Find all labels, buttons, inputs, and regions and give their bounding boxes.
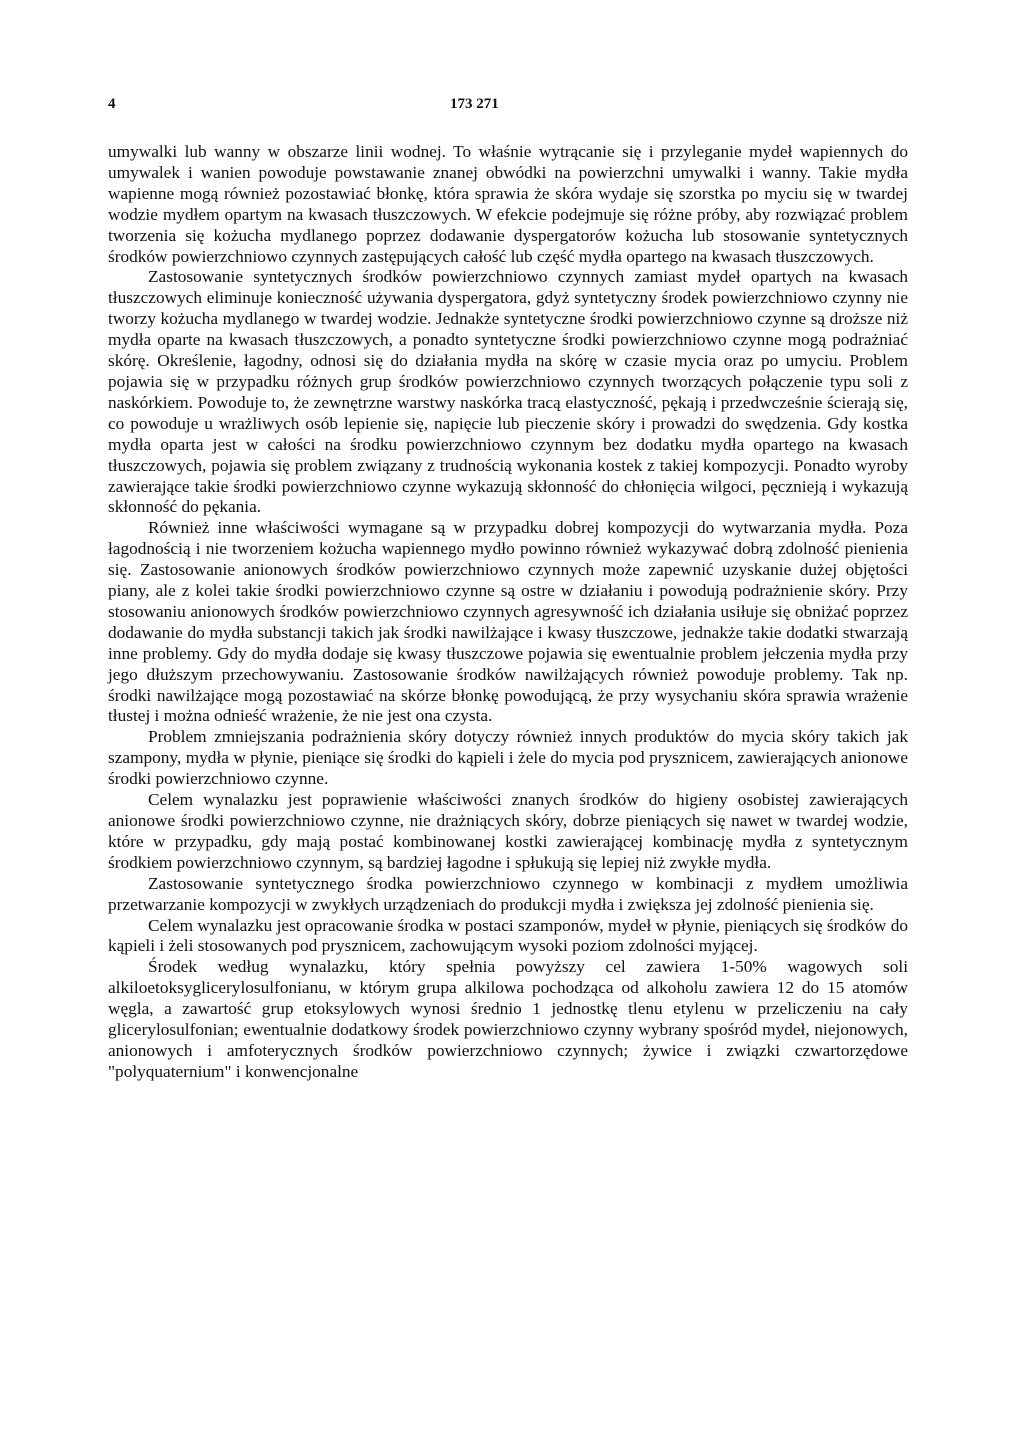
paragraph-soap-combination: Zastosowanie syntetycznego środka powierzchniowo czynnego w kombinacji z mydłem umożliwia przetwarzanie kompozycji w zwykłych urządzeniach do produkcji mydła i zwiększa jej zdolność pienienia się. [108,873,908,914]
body-text [108,142,908,1083]
paragraph-skin-irritation: Problem zmniejszania podrażnienia skóry dotyczy również innych produktów do mycia skóry takich jak szampony, mydła w płynie, pieniące się środki do kąpieli i żele do mycia pod prysznicem, zawierających anionowe środki powierzchniowo czynne. [108,727,908,789]
paragraph-continuation: umywalki lub wanny w obszarze linii wodnej. To właśnie wytrącanie się i przyleganie mydeł wapiennych do umywalek i wanien powoduje powstawanie znanej obwódki na powierzchni umywalki i wanny. Takie mydła wapienne mogą również pozostawiać błonkę, która sprawia że skóra wydaje się szorstka po myciu się w twardej wodzie mydłem opartym na kwasach tłuszczowych. W efekcie podejmuje się różne próby, aby rozwiązać problem tworzenia się kożucha mydlanego poprzez dodawanie dyspergatorów kożucha lub stosowanie syntetycznych środków powierzchniowo czynnych zastępujących całość lub część mydła opartego na kwasach tłuszczowych. [108,142,908,266]
paragraph-composition: Środek według wynalazku, który spełnia powyższy cel zawiera 1-50% wagowych soli alkiloetoksyglicerylosulfonianu, w którym grupa alkilowa pochodząca od alkoholu zawiera 12 do 15 atomów węgla, a zawartość grup etoksylowych wynosi średnio 1 jednostkę tlenu etylenu w przeliczeniu na cały glicerylosulfonian; ewentualnie dodatkowy środek powierzchniowo czynny wybrany spośród mydeł, niejonowych, anionowych i amfoterycznych środków powierzchniowo czynnych; żywice i związki czwartorzędowe "polyquaternium" i konwencjonalne [108,957,908,1081]
document-page [108,96,908,1083]
patent-number: 173 271 [450,96,499,112]
page-header [108,96,908,120]
paragraph-invention-goal-liquid: Celem wynalazku jest opracowanie środka w postaci szamponów, mydeł w płynie, pieniących się środków do kąpieli i żeli stosowanych pod prysznicem, zachowującym wysoki poziom zdolności myjącej. [108,915,909,956]
paragraph-invention-goal: Celem wynalazku jest poprawienie właściwości znanych środków do higieny osobistej zawierających anionowe środki powierzchniowo czynne, nie drażniących skóry, dobrze pieniących się nawet w twardej wodzie, które w przypadku, gdy mają postać kombinowanej kostki zawierającej kombinację mydła z syntetycznym środkiem powierzchniowo czynnym, są bardziej łagodne i spłukują się lepiej niż zwykłe mydła. [108,790,908,872]
paragraph-other-properties: Również inne właściwości wymagane są w przypadku dobrej kompozycji do wytwarzania mydła. Poza łagodnością i nie tworzeniem kożucha wapiennego mydło powinno również wykazywać dobrą zdolność pienienia się. Zastosowanie anionowych środków powierzchniowo czynnych może zapewnić uzyskanie dużej objętości piany, ale z kolei takie środki powierzchniowo czynne są ostre w działaniu i powodują podrażnienie skóry. Przy stosowaniu anionowych środków powierzchniowo czynnych agresywność ich działania usiłuje się obniżać poprzez dodawanie do mydła substancji takich jak środki nawilżające i kwasy tłuszczowe, jednakże takie dodatki stwarzają inne problemy. Gdy do mydła dodaje się kwasy tłuszczowe pojawia się ewentualnie problem jełczenia mydła przy jego dłuższym przechowywaniu. Zastosowanie środków nawilżających również powoduje problemy. Tak np. środki nawilżające mogą pozostawiać na skórze błonkę powodującą, że przy wysychaniu skóra sprawia wrażenie tłustej i można odnieść wrażenie, że nie jest ona czysta. [108,518,908,726]
paragraph-synthetic-surfactants: Zastosowanie syntetycznych środków powierzchniowo czynnych zamiast mydeł opartych na kwasach tłuszczowych eliminuje konieczność używania dyspergatora, gdyż syntetyczny środek powierzchniowo czynny nie tworzy kożucha mydlanego w twardej wodzie. Jednakże syntetyczne środki powierzchniowo czynne są droższe niż mydła oparte na kwasach tłuszczowych, a ponadto syntetyczne środki powierzchniowo czynne mogą podrażniać skórę. Określenie, łagodny, odnosi się do działania mydła na skórę w czasie mycia oraz po umyciu. Problem pojawia się w przypadku różnych grup środków powierzchniowo czynnych tworzących połączenie typu soli z naskórkiem. Powoduje to, że zewnętrzne warstwy naskórka tracą elastyczność, pękają i przedwcześnie ścierają się, co powoduje u wrażliwych osób lepienie się, napięcie lub pieczenie skóry i prowadzi do swędzenia. Gdy kostka mydła oparta jest w całości na środku powierzchniowo czynnym bez dodatku mydła opartego na kwasach tłuszczowych, pojawia się problem związany z trudnością wykonania kostek z takiej kompozycji. Ponadto wyroby zawierające takie środki powierzchniowo czynne wykazują skłonność do chłonięcia wilgoci, pęcznieją i wykazują skłonność do pękania. [108,267,908,517]
page-number: 4 [108,96,116,112]
